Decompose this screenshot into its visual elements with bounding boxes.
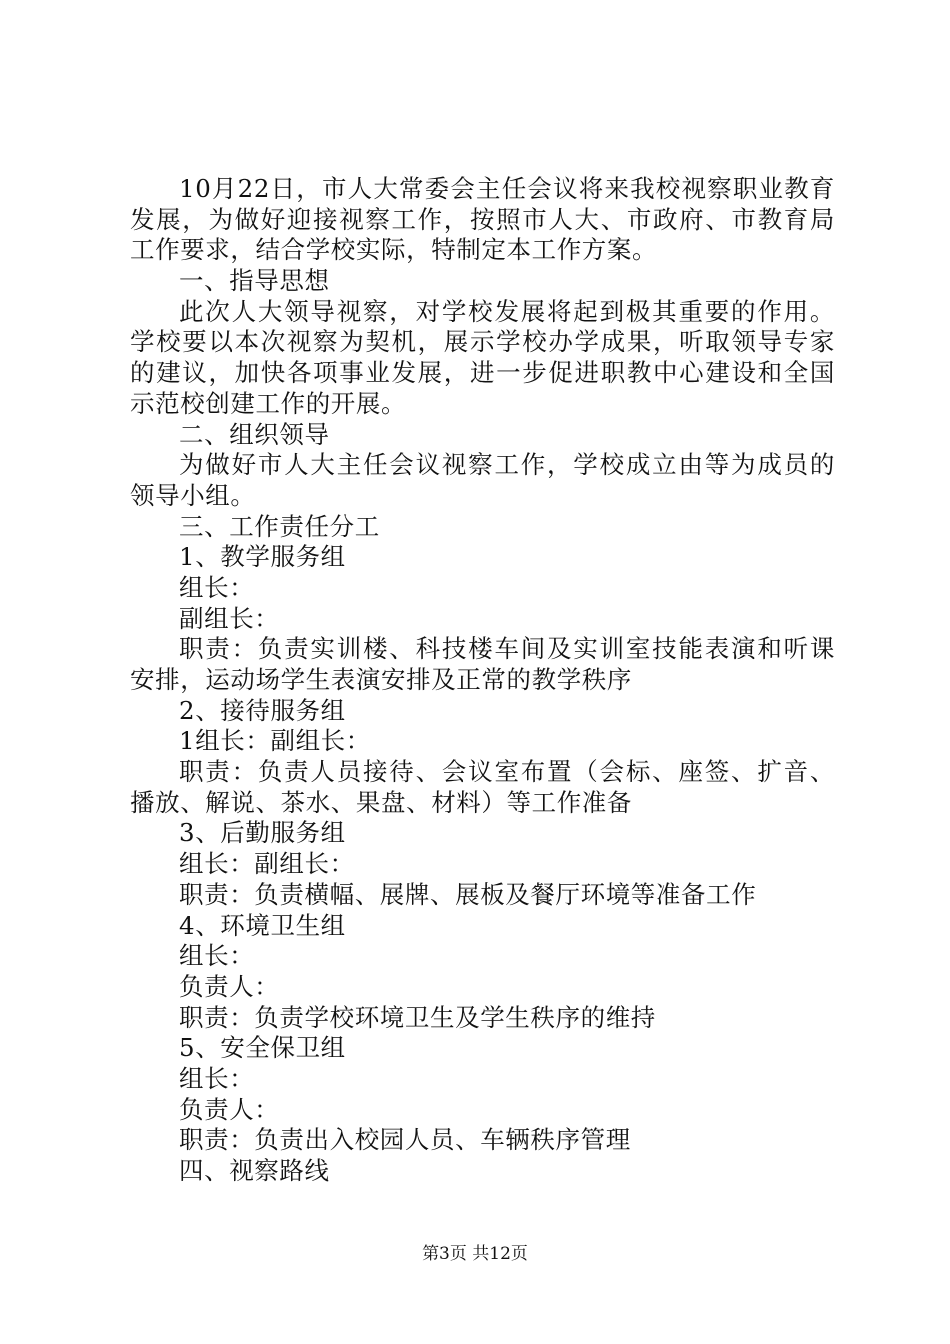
page-footer: 第3页 共12页 (422, 1244, 528, 1264)
text-line: 3、后勤服务组 (179, 818, 346, 848)
text-line: 职责：负责学校环境卫生及学生秩序的维持 (179, 1002, 656, 1032)
text-line: 2、接待服务组 (179, 695, 346, 725)
text-line: 三、工作责任分工 (179, 511, 380, 541)
text-line: 领导小组。 (130, 480, 256, 510)
text-line: 此次人大领导视察，对学校发展将起到极其重要的作用。 (179, 296, 835, 326)
text-line: 1组长：副组长： (179, 726, 371, 756)
text-line: 负责人： (179, 1094, 280, 1124)
text-line: 组长： (179, 941, 255, 971)
text-line: 职责：负责实训楼、科技楼车间及实训室技能表演和听课 (179, 634, 835, 664)
text-line: 5、安全保卫组 (179, 1033, 346, 1063)
text-line: 一、指导思想 (179, 266, 330, 296)
text-line: 副组长： (179, 603, 280, 633)
text-line: 工作要求，结合学校实际，特制定本工作方案。 (130, 235, 658, 265)
text-line: 二、组织领导 (179, 419, 330, 449)
document-body (130, 174, 835, 1187)
text-line: 组长： (179, 572, 255, 602)
text-line: 4、环境卫生组 (179, 910, 346, 940)
text-line: 四、视察路线 (179, 1156, 330, 1185)
text-line: 发展，为做好迎接视察工作，按照市人大、市政府、市教育局 (130, 204, 835, 234)
text-line: 学校要以本次视察为契机，展示学校办学成果，听取领导专家 (130, 327, 835, 357)
text-line: 10月22日，市人大常委会主任会议将来我校视察职业教育 (179, 174, 835, 203)
text-line: 示范校创建工作的开展。 (130, 388, 407, 418)
text-line: 1、教学服务组 (179, 542, 346, 572)
text-line: 为做好市人大主任会议视察工作，学校成立由等为成员的 (179, 450, 835, 480)
text-line: 播放、解说、茶水、果盘、材料）等工作准备 (130, 787, 632, 817)
text-line: 职责：负责出入校园人员、车辆秩序管理 (179, 1125, 631, 1155)
text-line: 职责：负责横幅、展牌、展板及餐厅环境等准备工作 (179, 879, 757, 909)
text-line: 组长： (179, 1063, 255, 1093)
text-line: 组长：副组长： (179, 849, 355, 879)
text-line: 职责：负责人员接待、会议室布置（会标、座签、扩音、 (179, 757, 835, 787)
text-line: 安排，运动场学生表演安排及正常的教学秩序 (130, 665, 632, 694)
text-line: 的建议，加快各项事业发展，进一步促进职教中心建设和全国 (130, 358, 835, 388)
text-line: 负责人： (179, 971, 280, 1001)
